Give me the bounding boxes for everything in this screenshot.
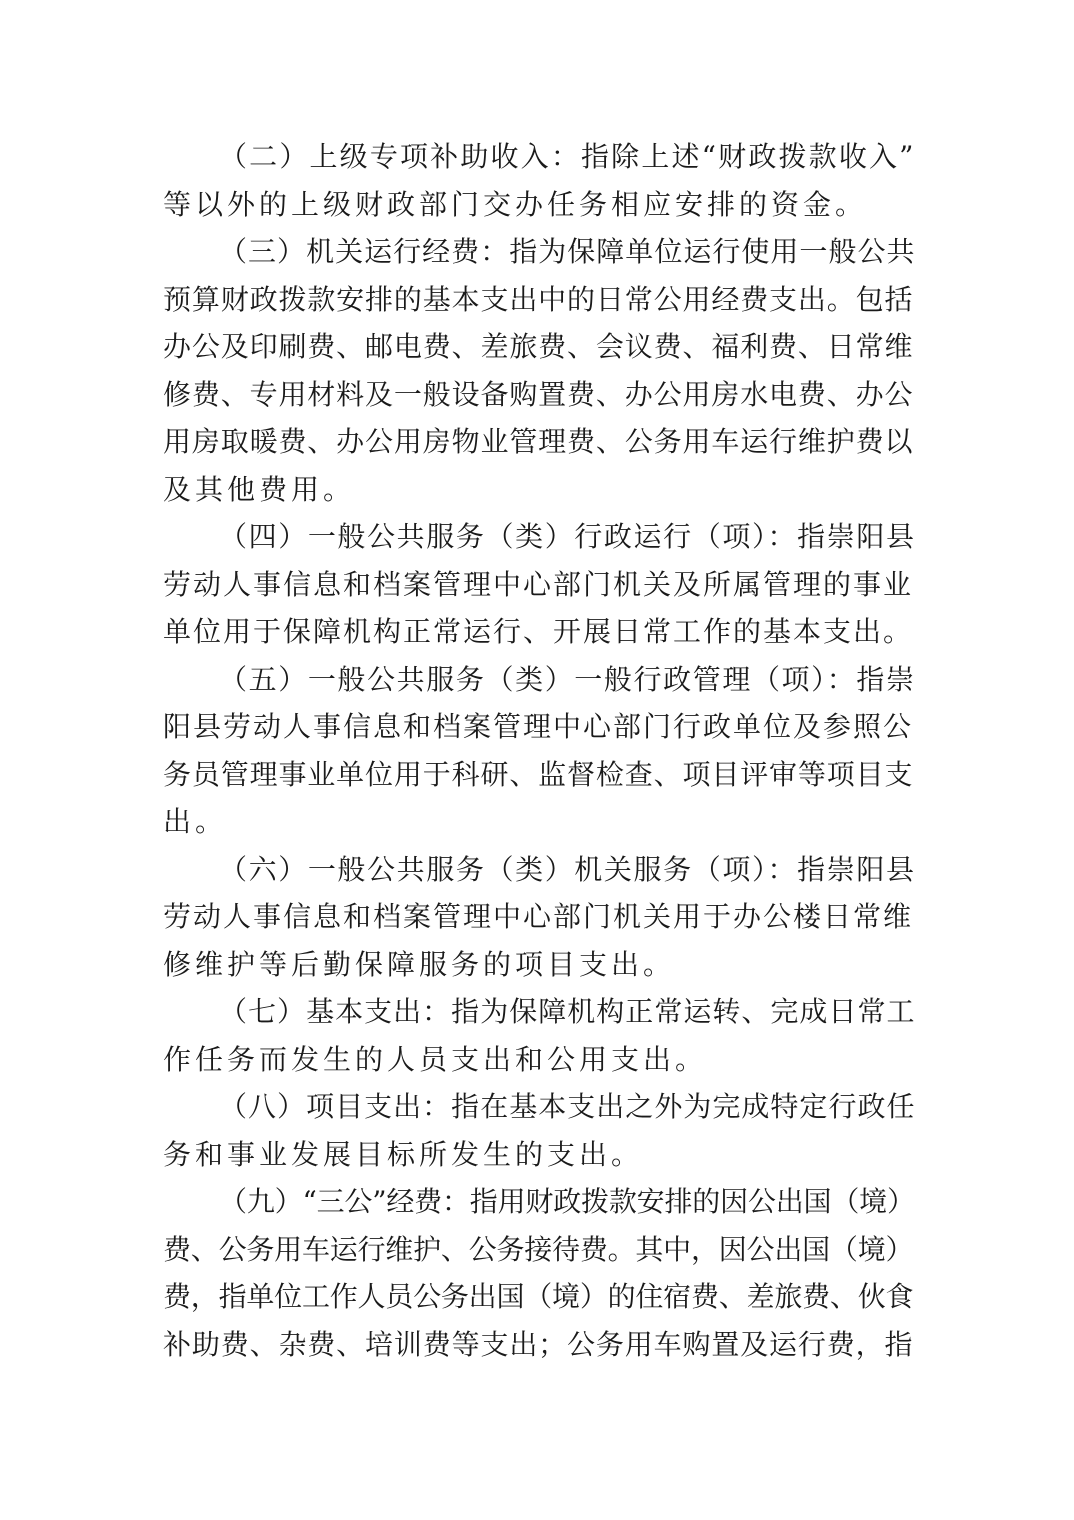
paragraph-agency-operating-expenses <box>163 228 913 513</box>
text-line: 阳县劳动人事信息和档案管理中心部门行政单位及参照公 <box>163 710 914 743</box>
text-line: 出。 <box>163 805 228 838</box>
paragraph-administrative-operation <box>163 513 913 656</box>
text-line: 单位用于保障机构正常运行、开展日常工作的基本支出。 <box>163 615 914 648</box>
paragraph-three-public-expenses <box>163 1178 913 1368</box>
text-line: （六）一般公共服务（类）机关服务（项）：指崇阳县 <box>219 852 913 886</box>
text-line: 修费、专用材料及一般设备购置费、办公用房水电费、办公 <box>163 377 913 411</box>
text-line: 劳动人事信息和档案管理中心部门机关及所属管理的事业 <box>163 567 914 601</box>
text-line: （二）上级专项补助收入：指除上述“财政拨款收入” <box>219 140 913 173</box>
paragraph-basic-expenditure <box>163 988 913 1083</box>
text-line: 作任务而发生的人员支出和公用支出。 <box>163 1042 708 1076</box>
text-line: 等以外的上级财政部门交办任务相应安排的资金。 <box>163 187 868 221</box>
text-line: 及其他费用。 <box>163 472 356 506</box>
paragraph-agency-services <box>163 846 913 989</box>
text-line: 费，指单位工作人员公务出国（境）的住宿费、差旅费、伙食 <box>163 1280 913 1313</box>
text-line: （九）“三公”经费：指用财政拨款安排的因公出国（境） <box>219 1185 913 1218</box>
text-line: （三）机关运行经费：指为保障单位运行使用一般公共 <box>219 235 913 268</box>
text-line: 修维护等后勤保障服务的项目支出。 <box>163 947 676 981</box>
text-line: （七）基本支出：指为保障机构正常运转、完成日常工 <box>219 995 913 1028</box>
text-line: 办公及印刷费、邮电费、差旅费、会议费、福利费、日常维 <box>163 330 913 363</box>
document-body <box>163 133 913 1368</box>
text-line: 预算财政拨款安排的基本支出中的日常公用经费支出。包括 <box>163 282 913 316</box>
paragraph-project-expenditure <box>163 1083 913 1178</box>
text-line: （八）项目支出：指在基本支出之外为完成特定行政任 <box>219 1090 913 1123</box>
paragraph-superior-special-subsidy-income <box>163 133 913 228</box>
text-line: 劳动人事信息和档案管理中心部门机关用于办公楼日常维 <box>163 900 914 933</box>
text-line: 补助费、杂费、培训费等支出；公务用车购置及运行费，指 <box>163 1327 913 1361</box>
text-line: 务员管理事业单位用于科研、监督检查、项目评审等项目支 <box>163 757 913 791</box>
text-line: （五）一般公共服务（类）一般行政管理（项）：指崇 <box>219 662 913 696</box>
text-line: 费、公务用车运行维护、公务接待费。其中，因公出国（境） <box>163 1232 913 1266</box>
text-line: 务和事业发展目标所发生的支出。 <box>163 1137 644 1171</box>
text-line: 用房取暖费、办公用房物业管理费、公务用车运行维护费以 <box>163 425 913 458</box>
paragraph-general-administrative-management <box>163 656 913 846</box>
text-line: （四）一般公共服务（类）行政运行（项）：指崇阳县 <box>219 520 913 553</box>
